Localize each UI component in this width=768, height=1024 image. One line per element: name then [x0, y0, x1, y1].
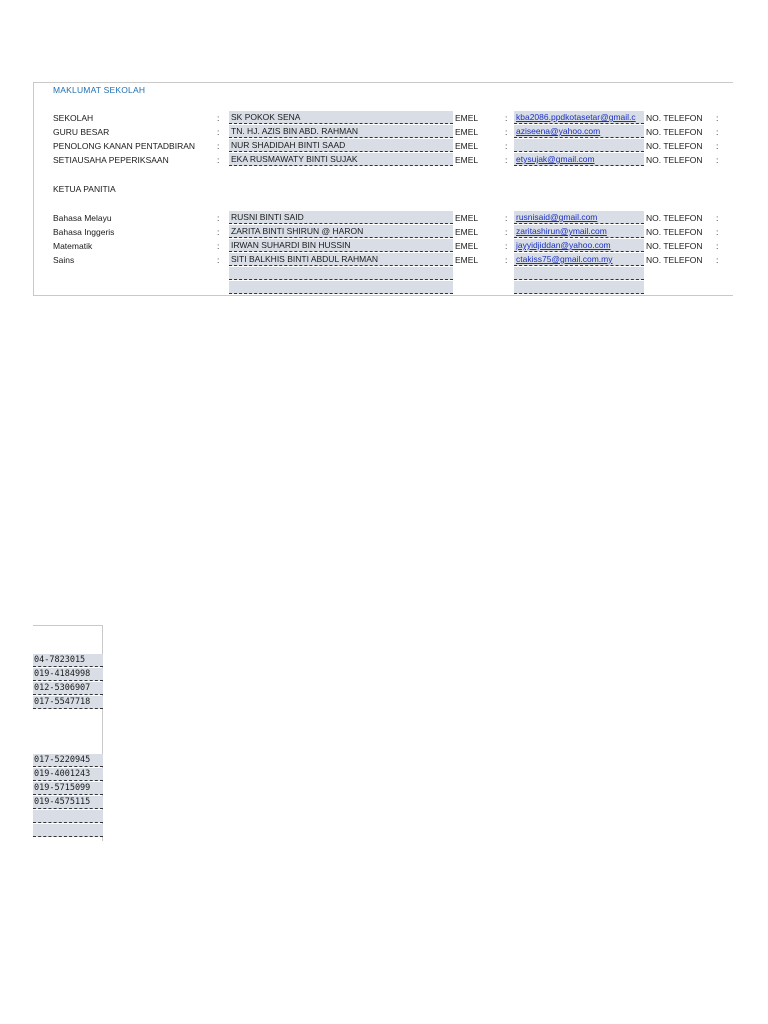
row-label: SETIAUSAHA PEPERIKSAAN — [53, 155, 169, 165]
phone-label: NO. TELEFON — [646, 141, 703, 151]
colon: : — [505, 241, 508, 251]
empty-phone-field[interactable] — [33, 810, 103, 823]
colon: : — [716, 155, 719, 165]
empty-email-field[interactable] — [514, 281, 644, 294]
phone-label: NO. TELEFON — [646, 213, 703, 223]
colon: : — [217, 227, 220, 237]
email-link[interactable]: ctakiss75@gmail.com.my — [514, 253, 644, 266]
name-field[interactable]: TN. HJ. AZIS BIN ABD. RAHMAN — [229, 125, 453, 138]
phone-field[interactable]: 017-5547718 — [33, 696, 103, 709]
phone-field[interactable]: 019-4184998 — [33, 668, 103, 681]
name-field[interactable]: SK POKOK SENA — [229, 111, 453, 124]
colon: : — [217, 113, 220, 123]
email-link[interactable]: kba2086.ppdkotasetar@gmail.c — [514, 111, 644, 124]
phone-field[interactable]: 017-5220945 — [33, 754, 103, 767]
empty-phone-field[interactable] — [33, 824, 103, 837]
empty-name-field[interactable] — [229, 267, 453, 280]
panitia-title: KETUA PANITIA — [53, 184, 116, 194]
phone-field[interactable]: 019-4575115 — [33, 796, 103, 809]
colon: : — [505, 227, 508, 237]
colon: : — [217, 213, 220, 223]
email-link[interactable]: rusnisaid@gmail.com — [514, 211, 644, 224]
name-field[interactable]: RUSNI BINTI SAID — [229, 211, 453, 224]
email-label: EMEL — [455, 155, 479, 165]
row-label: Bahasa Inggeris — [53, 227, 115, 237]
colon: : — [716, 141, 719, 151]
email-link[interactable]: aziseena@yahoo.com — [514, 125, 644, 138]
name-field[interactable]: ZARITA BINTI SHIRUN @ HARON — [229, 225, 453, 238]
phone-field[interactable]: 019-4001243 — [33, 768, 103, 781]
name-field[interactable]: SITI BALKHIS BINTI ABDUL RAHMAN — [229, 253, 453, 266]
colon: : — [505, 255, 508, 265]
phone-field[interactable]: 012-5306907 — [33, 682, 103, 695]
section-title: MAKLUMAT SEKOLAH — [53, 85, 146, 95]
phone-field[interactable]: 019-5715099 — [33, 782, 103, 795]
colon: : — [217, 155, 220, 165]
phone-label: NO. TELEFON — [646, 113, 703, 123]
name-field[interactable]: EKA RUSMAWATY BINTI SUJAK — [229, 153, 453, 166]
empty-name-field[interactable] — [229, 281, 453, 294]
email-link[interactable]: etysujak@gmail.com — [514, 153, 644, 166]
colon: : — [505, 155, 508, 165]
colon: : — [716, 127, 719, 137]
email-label: EMEL — [455, 227, 479, 237]
name-field[interactable]: IRWAN SUHARDI BIN HUSSIN — [229, 239, 453, 252]
colon: : — [505, 213, 508, 223]
row-label: GURU BESAR — [53, 127, 110, 137]
phone-label: NO. TELEFON — [646, 155, 703, 165]
row-label: Bahasa Melayu — [53, 213, 112, 223]
phone-label: NO. TELEFON — [646, 227, 703, 237]
email-link[interactable] — [514, 139, 644, 152]
colon: : — [505, 141, 508, 151]
phone-label: NO. TELEFON — [646, 127, 703, 137]
colon: : — [716, 213, 719, 223]
email-label: EMEL — [455, 255, 479, 265]
colon: : — [217, 141, 220, 151]
colon: : — [716, 255, 719, 265]
email-label: EMEL — [455, 213, 479, 223]
phone-label: NO. TELEFON — [646, 241, 703, 251]
row-label: SEKOLAH — [53, 113, 94, 123]
colon: : — [505, 127, 508, 137]
email-label: EMEL — [455, 113, 479, 123]
row-label: PENOLONG KANAN PENTADBIRAN — [53, 141, 196, 151]
empty-email-field[interactable] — [514, 267, 644, 280]
phone-field[interactable]: 04-7823015 — [33, 654, 103, 667]
colon: : — [217, 127, 220, 137]
colon: : — [217, 241, 220, 251]
email-link[interactable]: jayyidjiddan@yahoo.com — [514, 239, 644, 252]
colon: : — [716, 113, 719, 123]
colon: : — [716, 227, 719, 237]
row-label: Matematik — [53, 241, 93, 251]
colon: : — [217, 255, 220, 265]
email-label: EMEL — [455, 127, 479, 137]
email-link[interactable]: zaritashirun@ymail.com — [514, 225, 644, 238]
colon: : — [505, 113, 508, 123]
email-label: EMEL — [455, 241, 479, 251]
email-label: EMEL — [455, 141, 479, 151]
colon: : — [716, 241, 719, 251]
row-label: Sains — [53, 255, 75, 265]
phone-label: NO. TELEFON — [646, 255, 703, 265]
name-field[interactable]: NUR SHADIDAH BINTI SAAD — [229, 139, 453, 152]
